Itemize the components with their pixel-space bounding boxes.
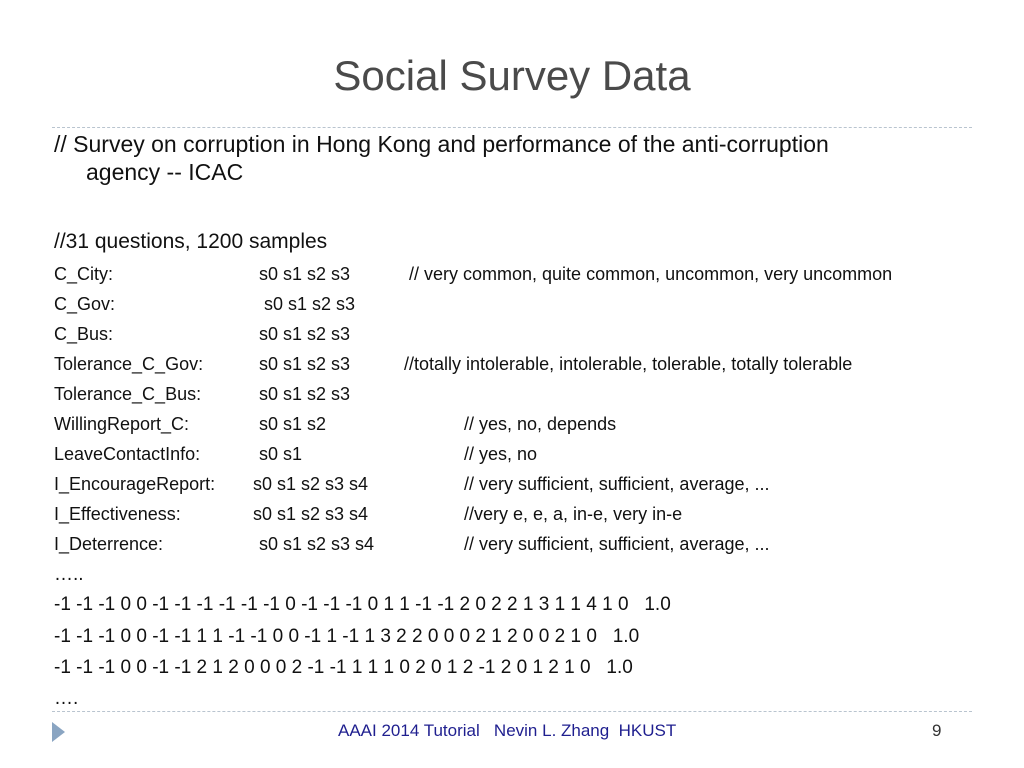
variable-states: s0 s1 s2 s3	[259, 354, 351, 374]
intro-line-2: agency -- ICAC	[86, 159, 244, 185]
variable-name: I_Effectiveness:	[54, 504, 181, 524]
variable-name: WillingReport_C:	[54, 414, 190, 434]
data-row: -1 -1 -1 0 0 -1 -1 -1 -1 -1 -1 0 -1 -1 -1 0 1 1 -1 -1 2 0 2 2 1 3 1 1 4 1 0 1.0	[54, 594, 671, 615]
intro-line-1: // Survey on corruption in Hong Kong and performance of the anti-corruption	[54, 131, 829, 157]
variable-name: Tolerance_C_Gov:	[54, 354, 204, 374]
survey-meta: //31 questions, 1200 samples	[54, 230, 328, 253]
variable-comment: // yes, no, depends	[464, 414, 617, 434]
title-divider	[52, 127, 972, 128]
variable-states: s0 s1 s2 s3 s4	[253, 504, 369, 524]
variable-states: s0 s1 s2	[259, 414, 327, 434]
variable-states: s0 s1 s2 s3 s4	[253, 474, 369, 494]
variable-states: s0 s1 s2 s3	[259, 264, 351, 284]
data-row: -1 -1 -1 0 0 -1 -1 2 1 2 0 0 0 2 -1 -1 1 1 1 0 2 0 1 2 -1 2 0 1 2 1 0 1.0	[54, 657, 633, 678]
variable-states: s0 s1	[259, 444, 303, 464]
variable-comment: //very e, e, a, in-e, very in-e	[464, 504, 683, 524]
variable-comment: // very sufficient, sufficient, average, ...	[464, 474, 770, 494]
data-row: -1 -1 -1 0 0 -1 -1 1 1 -1 -1 0 0 -1 1 -1 1 3 2 2 0 0 0 2 1 2 0 0 2 1 0 1.0	[54, 626, 640, 647]
variable-name: LeaveContactInfo:	[54, 444, 201, 464]
variable-name: I_EncourageReport:	[54, 474, 216, 494]
variable-comment: // yes, no	[464, 444, 538, 464]
variable-comment: // very sufficient, sufficient, average, ...	[464, 534, 770, 554]
variable-states: s0 s1 s2 s3 s4	[259, 534, 375, 554]
ellipsis: ….	[54, 688, 79, 709]
variable-states: s0 s1 s2 s3	[259, 384, 351, 404]
triangle-bullet-icon	[52, 722, 65, 742]
variable-comment: //totally intolerable, intolerable, tolerable, totally tolerable	[404, 354, 853, 374]
ellipsis: …..	[54, 564, 84, 585]
variable-name: I_Deterrence:	[54, 534, 164, 554]
variable-name: Tolerance_C_Bus:	[54, 384, 202, 404]
footer-divider	[52, 711, 972, 712]
page-number: 9	[932, 721, 942, 740]
variable-name: C_City:	[54, 264, 114, 284]
variable-comment: // very common, quite common, uncommon, very uncommon	[409, 264, 893, 284]
footer-credit: AAAI 2014 Tutorial Nevin L. Zhang HKUST	[338, 721, 677, 740]
variable-name: C_Gov:	[54, 294, 116, 314]
variable-states: s0 s1 s2 s3	[259, 324, 351, 344]
variable-name: C_Bus:	[54, 324, 114, 344]
variable-states: s0 s1 s2 s3	[264, 294, 356, 314]
slide-title: Social Survey Data	[333, 52, 691, 99]
